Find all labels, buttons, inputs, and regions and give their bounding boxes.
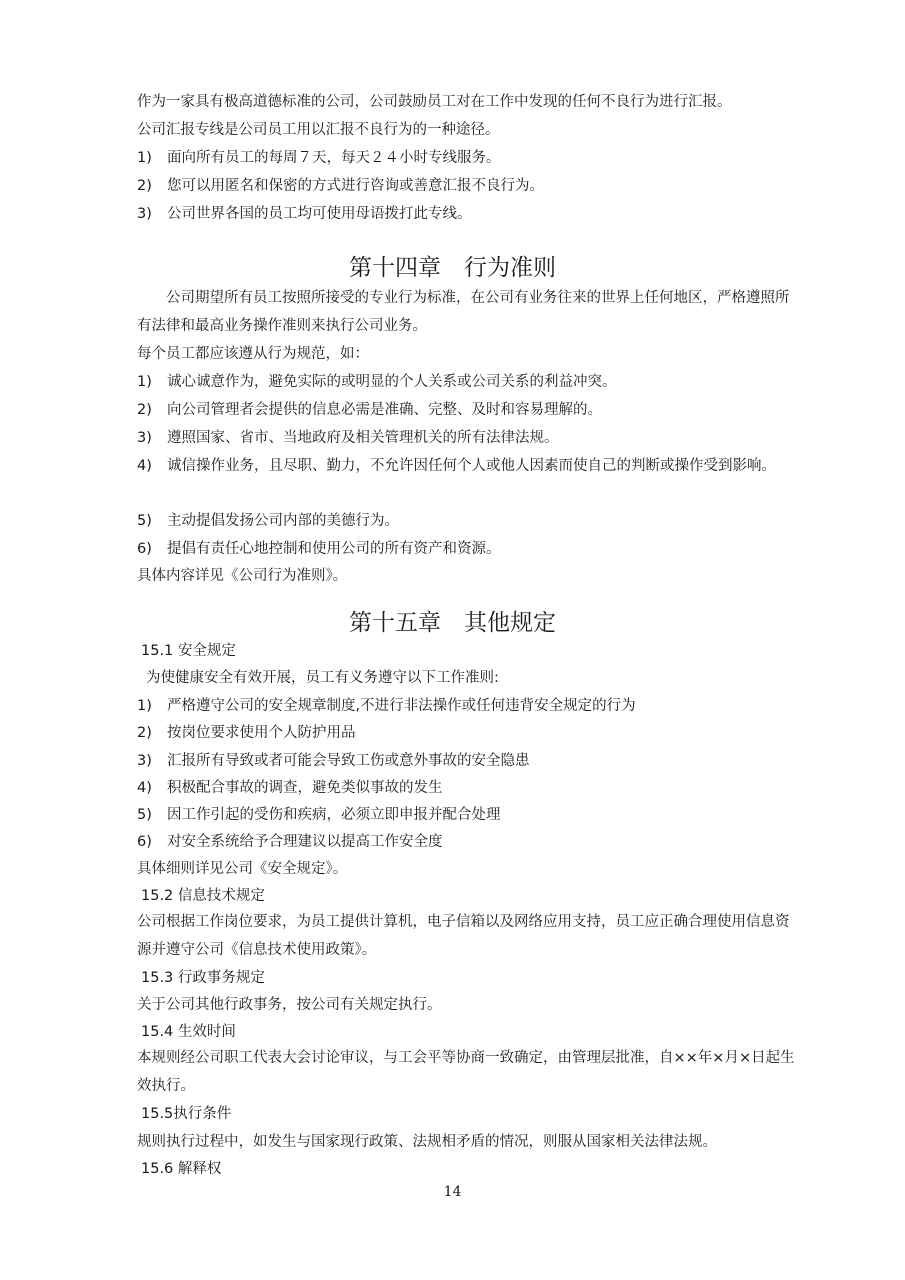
section-15-4-title: 15.4 生效时间 [141,1024,236,1040]
intro-paragraph-2: 公司汇报专线是公司员工用以汇报不良行为的一种途径。 [137,122,500,138]
list-text: 诚心诚意作为，避免实际的或明显的个人关系或公司关系的利益冲突。 [167,374,617,390]
list-number: 1) [137,698,152,714]
chapter-14-paragraph-2: 每个员工都应该遵从行为规范，如： [137,346,369,362]
list-number: 1) [137,374,152,390]
section-15-2-text: 公司根据工作岗位要求，为员工提供计算机，电子信箱以及网络应用支持，员工应正确合理使用信息资源并遵守公司《信息技术使用政策》。 [137,914,790,958]
list-number: 5) [137,513,152,529]
list-text: 按岗位要求使用个人防护用品 [167,725,356,741]
list-text: 您可以用匿名和保密的方式进行咨询或善意汇报不良行为。 [167,178,544,194]
section-15-5-title: 15.5执行条件 [141,1106,232,1122]
list-number: 3) [137,430,152,446]
chapter-15-heading: 第十五章 其他规定 [349,610,556,636]
section-15-6-title: 15.6 解释权 [141,1161,222,1177]
list-number: 6) [137,541,152,557]
list-text: 严格遵守公司的安全规章制度,不进行非法操作或任何违背安全规定的行为 [167,698,636,714]
chapter-14-paragraph-1: 公司期望所有员工按照所接受的专业行为标准，在公司有业务往来的世界上任何地区，严格遵照所有法律和最高业务操作准则来执行公司业务。 [137,290,790,334]
chapter-14-footer: 具体内容详见《公司行为准则》。 [137,568,348,584]
list-text: 汇报所有导致或者可能会导致工伤或意外事故的安全隐患 [167,753,530,769]
list-number: 1) [137,150,152,166]
section-15-1-title: 15.1 安全规定 [141,643,236,659]
list-text: 对安全系统给予合理建议以提高工作安全度 [167,834,443,850]
list-number: 2) [137,725,152,741]
list-number: 5) [137,807,152,823]
page-number: 14 [443,1184,462,1200]
list-number: 4) [137,458,152,474]
chapter-14-heading: 第十四章 行为准则 [349,255,556,281]
list-text: 公司世界各国的员工均可使用母语拨打此专线。 [167,206,472,222]
intro-paragraph-1: 作为一家具有极高道德标准的公司，公司鼓励员工对在工作中发现的任何不良行为进行汇报。 [137,94,732,110]
section-15-3-title: 15.3 行政事务规定 [141,970,265,986]
list-text: 诚信操作业务，且尽职、勤力，不允许因任何个人或他人因素而使自己的判断或操作受到影响。 [167,458,776,474]
section-15-2-title: 15.2 信息技术规定 [141,888,265,904]
section-15-4-text: 本规则经公司职工代表大会讨论审议，与工会平等协商一致确定，由管理层批准，自××年×月×日起生效执行。 [137,1050,795,1094]
list-number: 3) [137,206,152,222]
section-15-1-footer: 具体细则详见公司《安全规定》。 [137,861,348,877]
list-number: 4) [137,780,152,796]
list-text: 积极配合事故的调查，避免类似事故的发生 [167,780,443,796]
list-text: 主动提倡发扬公司内部的美德行为。 [167,513,399,529]
list-text: 因工作引起的受伤和疾病，必须立即申报并配合处理 [167,807,501,823]
list-number: 3) [137,753,152,769]
list-number: 2) [137,402,152,418]
list-text: 向公司管理者会提供的信息必需是准确、完整、及时和容易理解的。 [167,402,602,418]
list-text: 提倡有责任心地控制和使用公司的所有资产和资源。 [167,541,501,557]
list-text: 遵照国家、省市、当地政府及相关管理机关的所有法律法规。 [167,430,559,446]
section-15-5-text: 规则执行过程中，如发生与国家现行政策、法规相矛盾的情况，则服从国家相关法律法规。 [137,1134,717,1150]
list-text: 面向所有员工的每周７天，每天２４小时专线服务。 [167,150,501,166]
list-number: 2) [137,178,152,194]
section-15-3-text: 关于公司其他行政事务，按公司有关规定执行。 [137,997,442,1013]
list-number: 6) [137,834,152,850]
section-15-1-intro: 为使健康安全有效开展，员工有义务遵守以下工作准则: [146,670,499,686]
